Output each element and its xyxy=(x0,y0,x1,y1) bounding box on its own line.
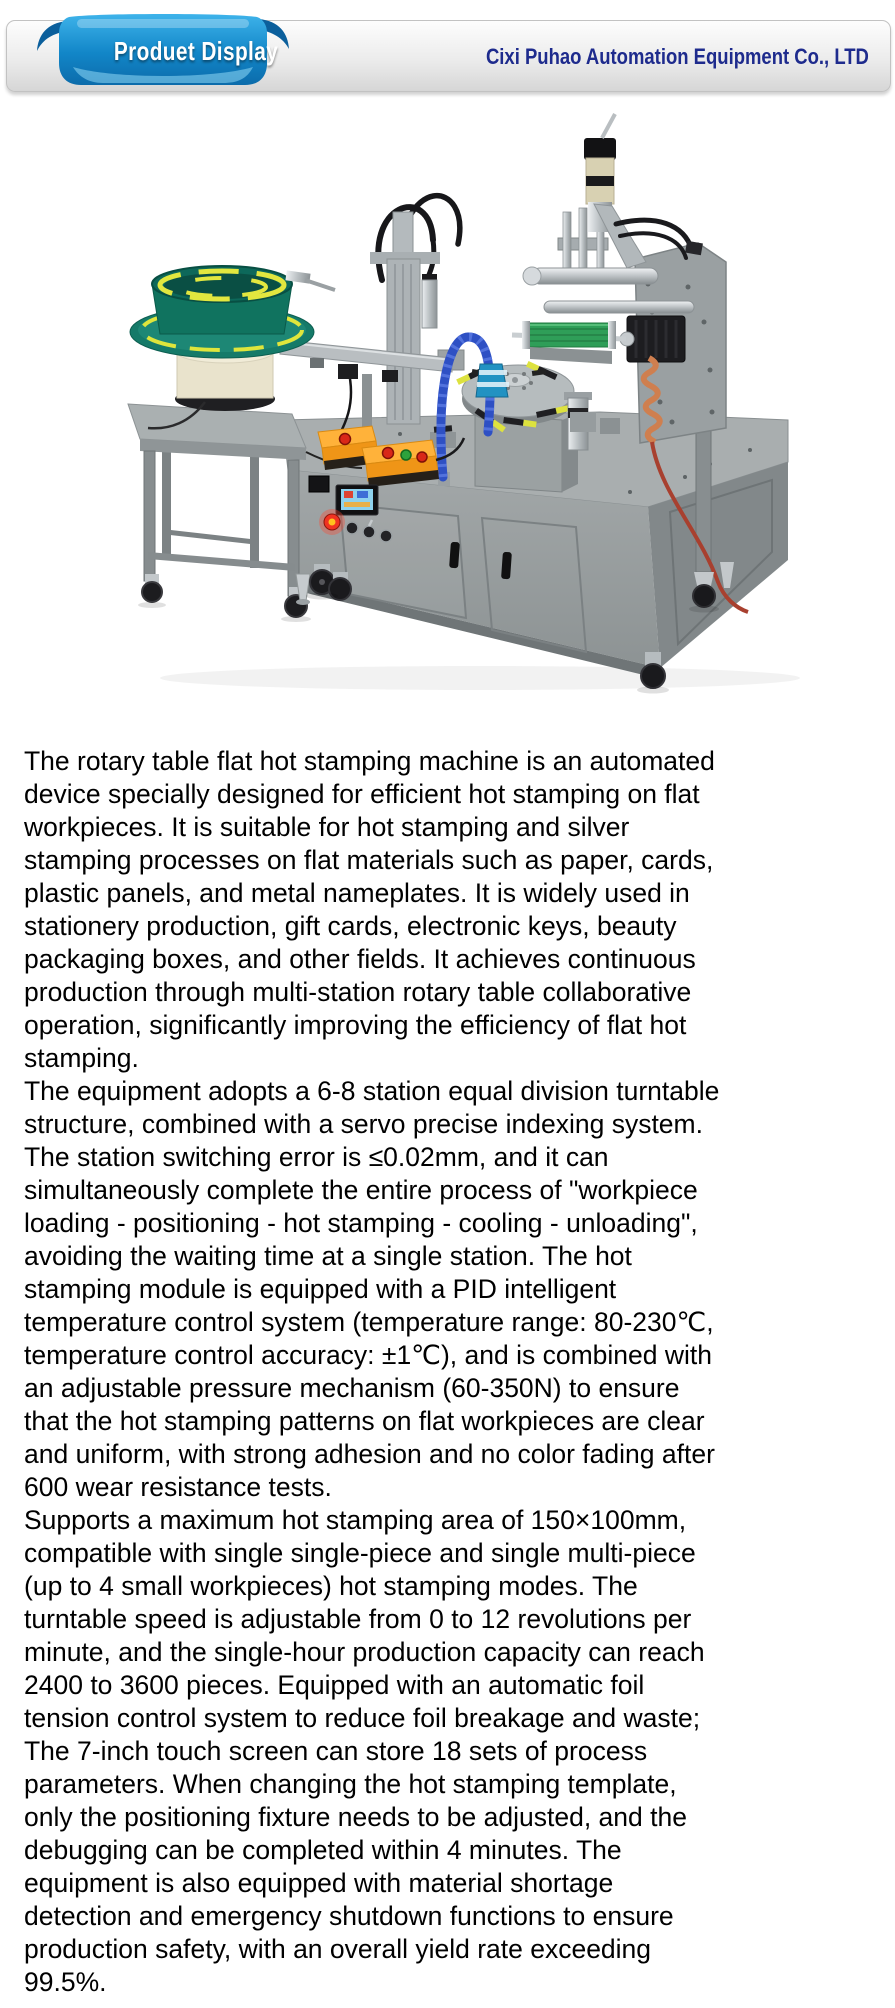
knob xyxy=(380,530,392,542)
feeder-stand xyxy=(128,404,311,622)
product-description xyxy=(24,745,880,1999)
text-line: minute, and the single-hour production capacity can reach xyxy=(24,1637,705,1667)
text-line: temperature control system (temperature range: 80-230℃, xyxy=(24,1307,714,1337)
ribbon-label: Produet Display xyxy=(113,36,279,66)
paragraph-structure xyxy=(24,1075,880,1504)
text-line: an adjustable pressure mechanism (60-350N) to ensure xyxy=(24,1373,680,1403)
text-line: The equipment adopts a 6-8 station equal division turntable xyxy=(24,1076,720,1106)
text-line: and uniform, with strong adhesion and no color fading after xyxy=(24,1439,715,1469)
text-line: avoiding the waiting time at a single station. The hot xyxy=(24,1241,632,1271)
product-photo xyxy=(100,112,800,697)
green-button xyxy=(401,450,411,460)
paragraph-overview xyxy=(24,745,880,1075)
text-line: Supports a maximum hot stamping area of 150×100mm, xyxy=(24,1505,687,1535)
text-line: 99.5%. xyxy=(24,1967,107,1997)
text-line: operation, significantly improving the efficiency of flat hot xyxy=(24,1010,687,1040)
text-line: The rotary table flat hot stamping machine is an automated xyxy=(24,746,715,776)
red-button xyxy=(417,452,427,462)
text-line: packaging boxes, and other fields. It achieves continuous xyxy=(24,944,696,974)
text-line: workpieces. It is suitable for hot stamping and silver xyxy=(24,812,630,842)
text-line: (up to 4 small workpieces) hot stamping modes. The xyxy=(24,1571,638,1601)
text-line: production through multi-station rotary table collaborative xyxy=(24,977,692,1007)
paragraph-capacity xyxy=(24,1504,880,1999)
ground-shadow xyxy=(160,666,800,690)
text-line: detection and emergency shutdown functions to ensure xyxy=(24,1901,674,1931)
text-line: structure, combined with a servo precise indexing system. xyxy=(24,1109,703,1139)
text-line: loading - positioning - hot stamping - cooling - unloading", xyxy=(24,1208,698,1238)
text-line: stamping processes on flat materials such as paper, cards, xyxy=(24,845,714,875)
text-line: device specially designed for efficient hot stamping on flat xyxy=(24,779,700,809)
knob xyxy=(346,522,358,534)
text-line: tension control system to reduce foil breakage and waste; xyxy=(24,1703,701,1733)
text-line: equipment is also equipped with material shortage xyxy=(24,1868,614,1898)
red-button xyxy=(340,434,351,445)
ribbon-banner xyxy=(33,5,293,91)
text-line: temperature control accuracy: ±1℃), and is combined with xyxy=(24,1340,712,1370)
machine-illustration xyxy=(100,112,800,697)
text-line: parameters. When changing the hot stamping template, xyxy=(24,1769,677,1799)
text-line: stationery production, gift cards, electronic keys, beauty xyxy=(24,911,677,941)
text-line: plastic panels, and metal nameplates. It is widely used in xyxy=(24,878,690,908)
knob xyxy=(363,526,375,538)
text-line: that the hot stamping patterns on flat workpieces are clear xyxy=(24,1406,705,1436)
text-line: production safety, with an overall yield rate exceeding xyxy=(24,1934,652,1964)
company-name: Cixi Puhao Automation Equipment Co., LTD xyxy=(486,44,869,69)
text-line: stamping. xyxy=(24,1043,139,1073)
text-line: stamping module is equipped with a PID intelligent xyxy=(24,1274,617,1304)
text-line: The station switching error is ≤0.02mm, and it can xyxy=(24,1142,609,1172)
text-line: 600 wear resistance tests. xyxy=(24,1472,332,1502)
text-line: only the positioning fixture needs to be adjusted, and the xyxy=(24,1802,687,1832)
pick-gantry xyxy=(370,196,464,424)
text-line: simultaneously complete the entire process of "workpiece xyxy=(24,1175,698,1205)
text-line: debugging can be completed within 4 minutes. The xyxy=(24,1835,622,1865)
text-line: 2400 to 3600 pieces. Equipped with an automatic foil xyxy=(24,1670,645,1700)
red-button xyxy=(383,448,394,459)
text-line: turntable speed is adjustable from 0 to 12 revolutions per xyxy=(24,1604,692,1634)
text-line: compatible with single single-piece and single multi-piece xyxy=(24,1538,696,1568)
text-line: The 7-inch touch screen can store 18 sets of process xyxy=(24,1736,648,1766)
